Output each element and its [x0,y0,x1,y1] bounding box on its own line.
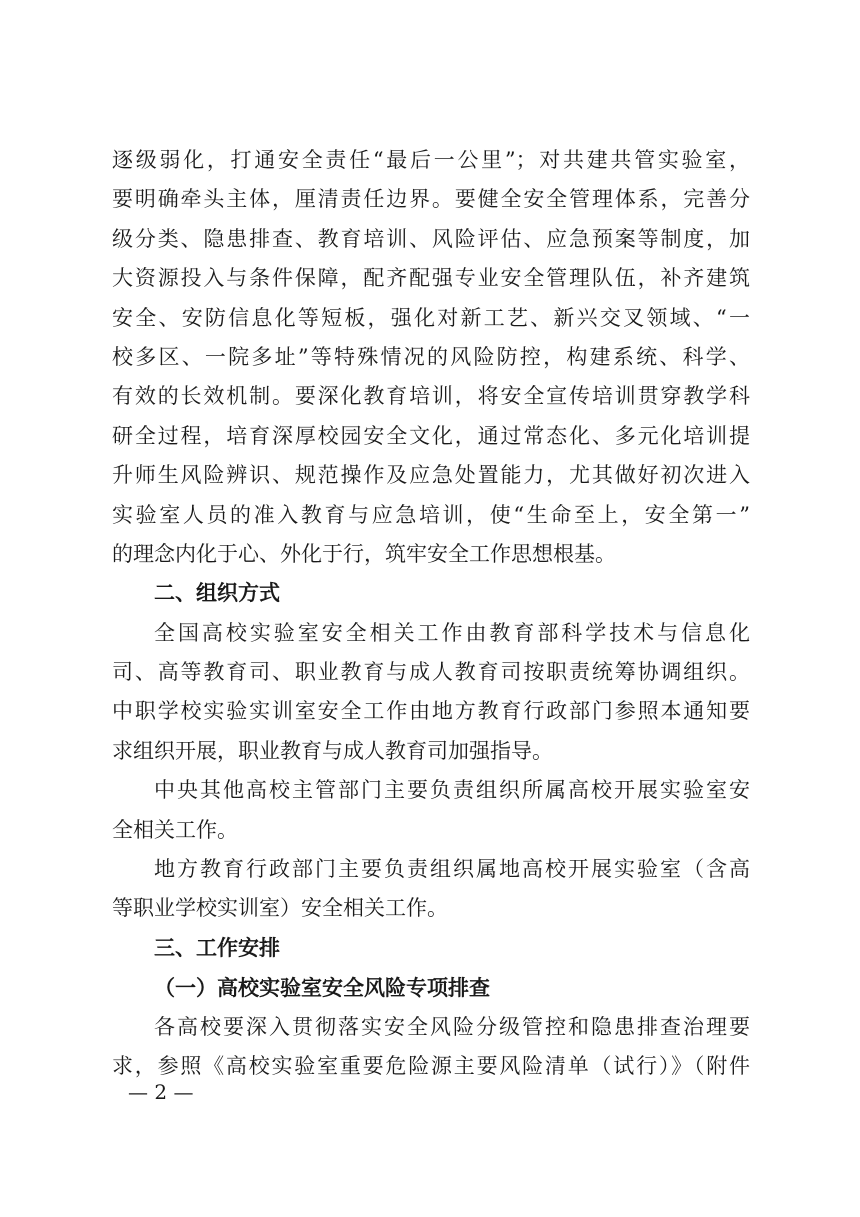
document-body [112,141,750,1086]
paragraph-first-line: 各高校要深入贯彻落实安全风险分级管控和隐患排查治理要 [154,1014,750,1039]
paragraph-line: 级分类、隐患排查、教育培训、风险评估、应急预案等制度，加 [112,226,750,251]
paragraph-line: 校多区、一院多址”等特殊情况的风险防控，构建系统、科学、 [112,344,750,369]
paragraph-line: 求，参照《高校实验室重要危险源主要风险清单（试行）》（附件 [112,1053,750,1078]
paragraph-line: 大资源投入与条件保障，配齐配强专业安全管理队伍，补齐建筑 [112,266,750,291]
page-number: — 2 — [128,1080,194,1104]
paragraph-first-line: 全国高校实验室安全相关工作由教育部科学技术与信息化 [154,620,750,645]
section-heading: 二、组织方式 [154,581,280,606]
paragraph-line: 中职学校实验实训室安全工作由地方教育行政部门参照本通知要 [112,699,750,724]
paragraph-line: 升师生风险辨识、规范操作及应急处置能力，尤其做好初次进入 [112,463,750,488]
paragraph-last-line: 等职业学校实训室）安全相关工作。 [112,896,448,921]
paragraph-line: 安全、安防信息化等短板，强化对新工艺、新兴交叉领域、“一 [112,305,750,330]
paragraph-line: 逐级弱化，打通安全责任“最后一公里”；对共建共管实验室， [112,148,750,172]
paragraph-line: 要明确牵头主体，厘清责任边界。要健全安全管理体系，完善分 [112,187,750,212]
paragraph-first-line: 中央其他高校主管部门主要负责组织所属高校开展实验室安 [154,778,750,803]
paragraph-line: 研全过程，培育深厚校园安全文化，通过常态化、多元化培训提 [112,423,750,448]
paragraph-first-line: 地方教育行政部门主要负责组织属地高校开展实验室（含高 [154,857,750,882]
paragraph-line: 有效的长效机制。要深化教育培训，将安全宣传培训贯穿教学科 [112,384,750,409]
paragraph-line: 司、高等教育司、职业教育与成人教育司按职责统筹协调组织。 [112,660,750,685]
subsection-heading: （一）高校实验室安全风险专项排查 [154,975,490,1001]
paragraph-line: 实验室人员的准入教育与应急培训，使“生命至上，安全第一” [112,502,750,527]
paragraph-last-line: 的理念内化于心、外化于行，筑牢安全工作思想根基。 [112,541,616,566]
paragraph-last-line: 全相关工作。 [112,817,238,842]
paragraph-last-line: 求组织开展，职业教育与成人教育司加强指导。 [112,738,553,763]
section-heading: 三、工作安排 [154,935,280,960]
